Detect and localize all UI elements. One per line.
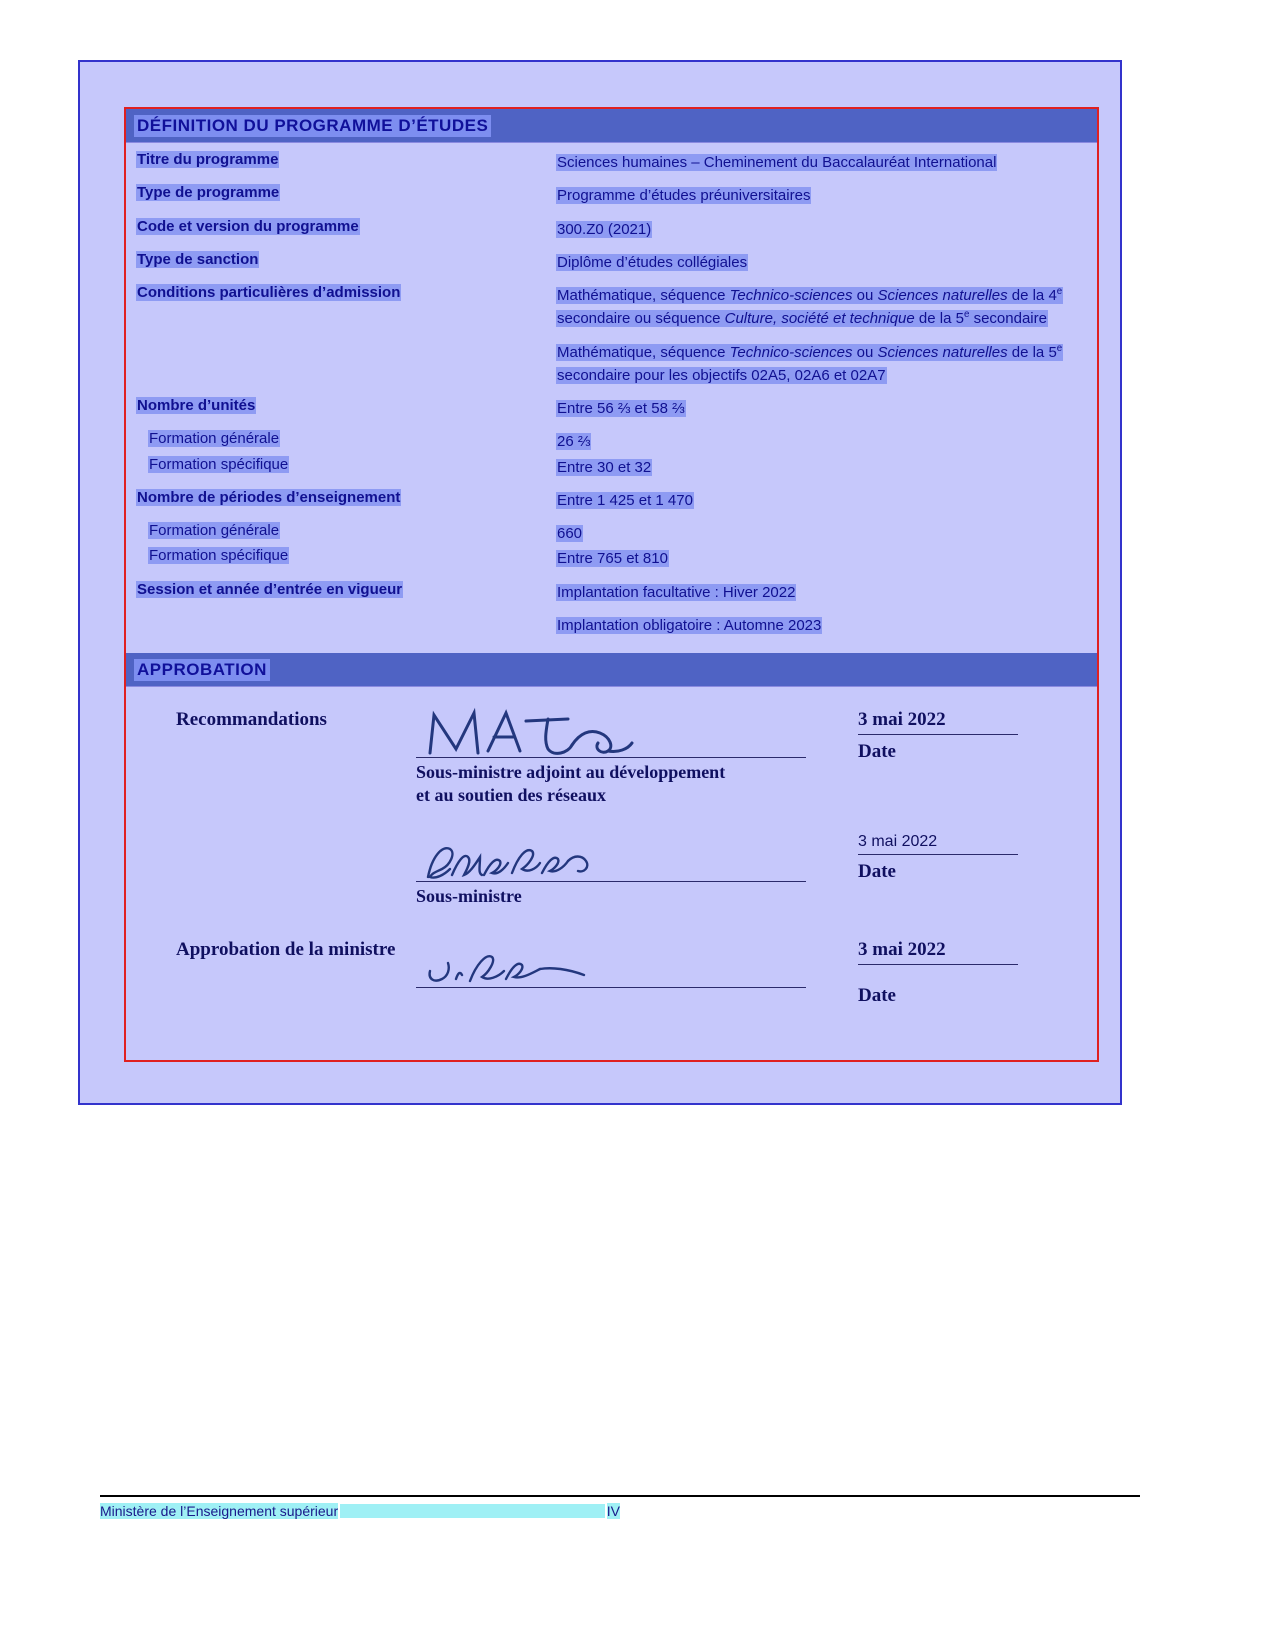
program-definition-table [124, 107, 1099, 1062]
footer-content [100, 1503, 620, 1519]
row-value: Programme d’études préuniversitaires [557, 187, 811, 205]
table-row [126, 489, 1097, 512]
date-label: Date [858, 741, 896, 762]
row-label: Type de sanction [137, 250, 259, 268]
row-value: Entre 30 et 32 [557, 458, 652, 476]
signature-area [416, 939, 806, 991]
handwritten-signature-icon [422, 705, 652, 761]
row-value: 26 ⅔ [557, 433, 591, 451]
section-title-definition: DÉFINITION DU PROGRAMME D’ÉTUDES [134, 115, 491, 137]
definition-rows [126, 143, 1097, 653]
row-value: Diplôme d’études collégiales [557, 253, 748, 271]
signature-row [126, 833, 1058, 908]
row-label: Formation spécifique [149, 547, 289, 565]
table-row [126, 430, 1097, 453]
row-value: Entre 56 ⅔ et 58 ⅔ [557, 400, 685, 417]
section-header-approbation [126, 653, 1097, 687]
table-row [126, 251, 1097, 274]
date-label: Date [858, 985, 896, 1006]
table-row [126, 547, 1097, 570]
row-label: Type de programme [137, 184, 280, 202]
row-value: Mathématique, séquence Technico-sciences ou Sciences naturelles de la 4e secondaire ou séquence Culture, société et technique de la 5e secondaire Mathématique, séquence Technico-sciences ou Sciences naturelles de la 5e secondaire pour les objectifs 02A5, 02A6 et 02A7 [557, 286, 1063, 384]
date-label: Date [858, 861, 896, 882]
approbation-block [126, 687, 1097, 1017]
footer-organization: Ministère de l’Enseignement supérieur [100, 1503, 339, 1519]
table-row [126, 581, 1097, 638]
row-label: Nombre de périodes d’enseignement [137, 488, 401, 506]
row-label: Code et version du programme [137, 217, 359, 235]
table-row [126, 151, 1097, 174]
signature-line [416, 939, 806, 988]
signature-caption: Sous-ministre [416, 886, 522, 906]
signature-date: 3 mai 2022 [858, 709, 1018, 735]
handwritten-signature-icon [422, 945, 622, 991]
row-label: Conditions particulières d’admission [137, 284, 401, 301]
row-value: Entre 1 425 et 1 470 [557, 491, 693, 509]
table-row [126, 522, 1097, 545]
section-header-definition [126, 109, 1097, 143]
table-row [126, 218, 1097, 241]
signature-area [416, 833, 806, 908]
footer-divider [100, 1495, 1140, 1497]
signature-line [416, 709, 806, 758]
row-label: Titre du programme [137, 151, 279, 168]
row-value: 660 [557, 525, 583, 542]
handwritten-signature-icon [422, 839, 602, 885]
row-label: Formation générale [149, 430, 280, 448]
row-value: Implantation facultative : Hiver 2022 Implantation obligatoire : Automne 2023 [557, 583, 822, 634]
signature-role-label: Approbation de la ministre [176, 939, 396, 960]
row-label: Session et année d’entrée en vigueur [137, 580, 403, 598]
signature-row [126, 939, 1058, 1007]
document-page [78, 60, 1122, 1105]
signature-role-label: Recommandations [176, 709, 327, 730]
row-label: Nombre d’unités [137, 397, 256, 414]
row-value: Entre 765 et 810 [557, 550, 668, 568]
table-row [126, 397, 1097, 420]
date-area [858, 939, 1058, 1007]
table-row [126, 456, 1097, 479]
signature-date: 3 mai 2022 [858, 939, 1018, 965]
row-label: Formation générale [149, 522, 280, 539]
row-value: 300.Z0 (2021) [557, 220, 652, 238]
signature-date: 3 mai 2022 [858, 833, 1018, 855]
table-row [126, 184, 1097, 207]
date-area [858, 709, 1058, 763]
page-number: IV [606, 1503, 620, 1519]
page-footer [100, 1495, 1140, 1519]
date-area [858, 833, 1058, 883]
row-label: Formation spécifique [149, 455, 289, 473]
row-value: Sciences humaines – Cheminement du Baccalauréat International [557, 154, 997, 171]
signature-row [126, 709, 1058, 806]
signature-caption: Sous-ministre adjoint au développement et au soutien des réseaux [416, 762, 726, 805]
section-title-approbation: APPROBATION [134, 659, 270, 681]
signature-line [416, 833, 806, 882]
signature-area [416, 709, 806, 806]
footer-spacer [340, 1504, 605, 1518]
table-row [126, 284, 1097, 387]
